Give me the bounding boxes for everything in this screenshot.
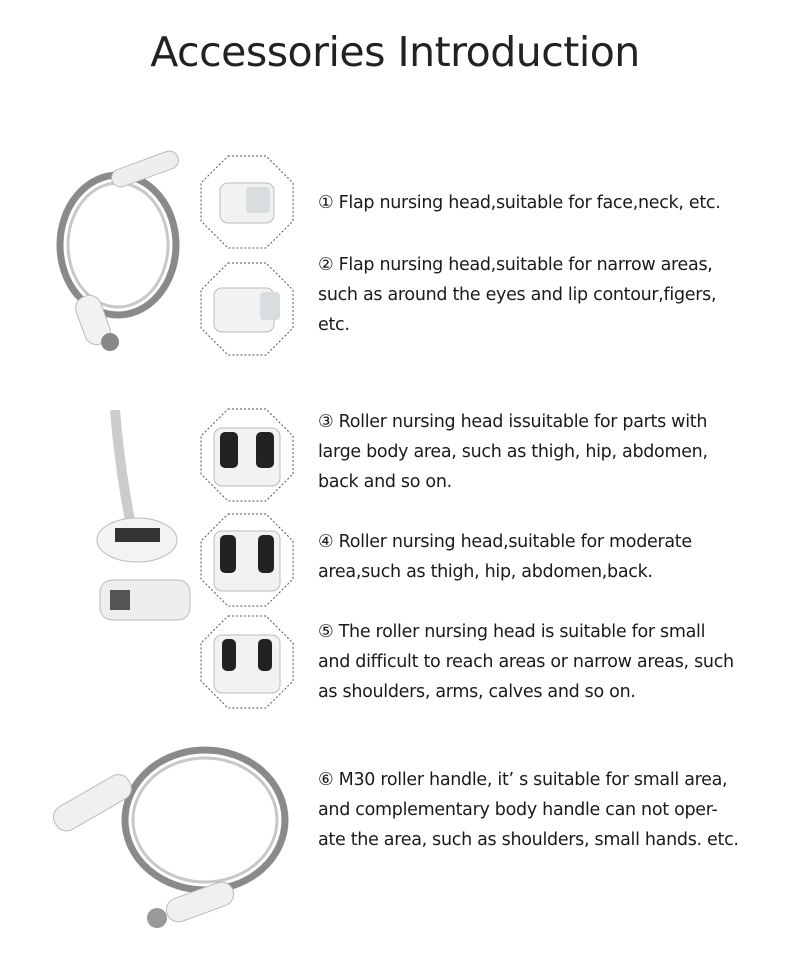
description-line: ate the area, such as shoulders, small hands. etc. [318,830,739,850]
description-2 [318,250,778,340]
roller-handle-image [95,410,200,635]
flap-head-1-thumbnail [200,155,294,249]
description-6 [318,765,778,855]
description-4 [318,527,778,587]
description-line: such as around the eyes and lip contour,figers, [318,285,717,305]
description-line: etc. [318,315,350,335]
description-line: as shoulders, arms, calves and so on. [318,682,636,702]
description-line: large body area, such as thigh, hip, abdomen, [318,442,708,462]
description-5 [318,617,778,707]
description-line: area,such as thigh, hip, abdomen,back. [318,562,653,582]
description-line: ⑤ The roller nursing head is suitable for small [318,622,706,642]
description-1 [318,188,778,218]
page-title: Accessories Introduction [150,28,640,76]
description-line: back and so on. [318,472,452,492]
flap-handle-cable-image [50,150,190,360]
description-line: ⑥ M30 roller handle, it’ s suitable for small area, [318,770,728,790]
description-line: ② Flap nursing head,suitable for narrow areas, [318,255,713,275]
description-line: ① Flap nursing head,suitable for face,neck, etc. [318,193,721,213]
description-line: ④ Roller nursing head,suitable for moderate [318,532,692,552]
flap-head-2-thumbnail [200,262,294,356]
roller-head-3-thumbnail [200,408,294,502]
description-3 [318,407,778,497]
roller-head-5-thumbnail [200,615,294,709]
description-line: and complementary body handle can not oper- [318,800,718,820]
description-line: ③ Roller nursing head issuitable for parts with [318,412,708,432]
description-line: and difficult to reach areas or narrow areas, such [318,652,734,672]
m30-handle-cable-image [45,740,295,930]
roller-head-4-thumbnail [200,513,294,607]
